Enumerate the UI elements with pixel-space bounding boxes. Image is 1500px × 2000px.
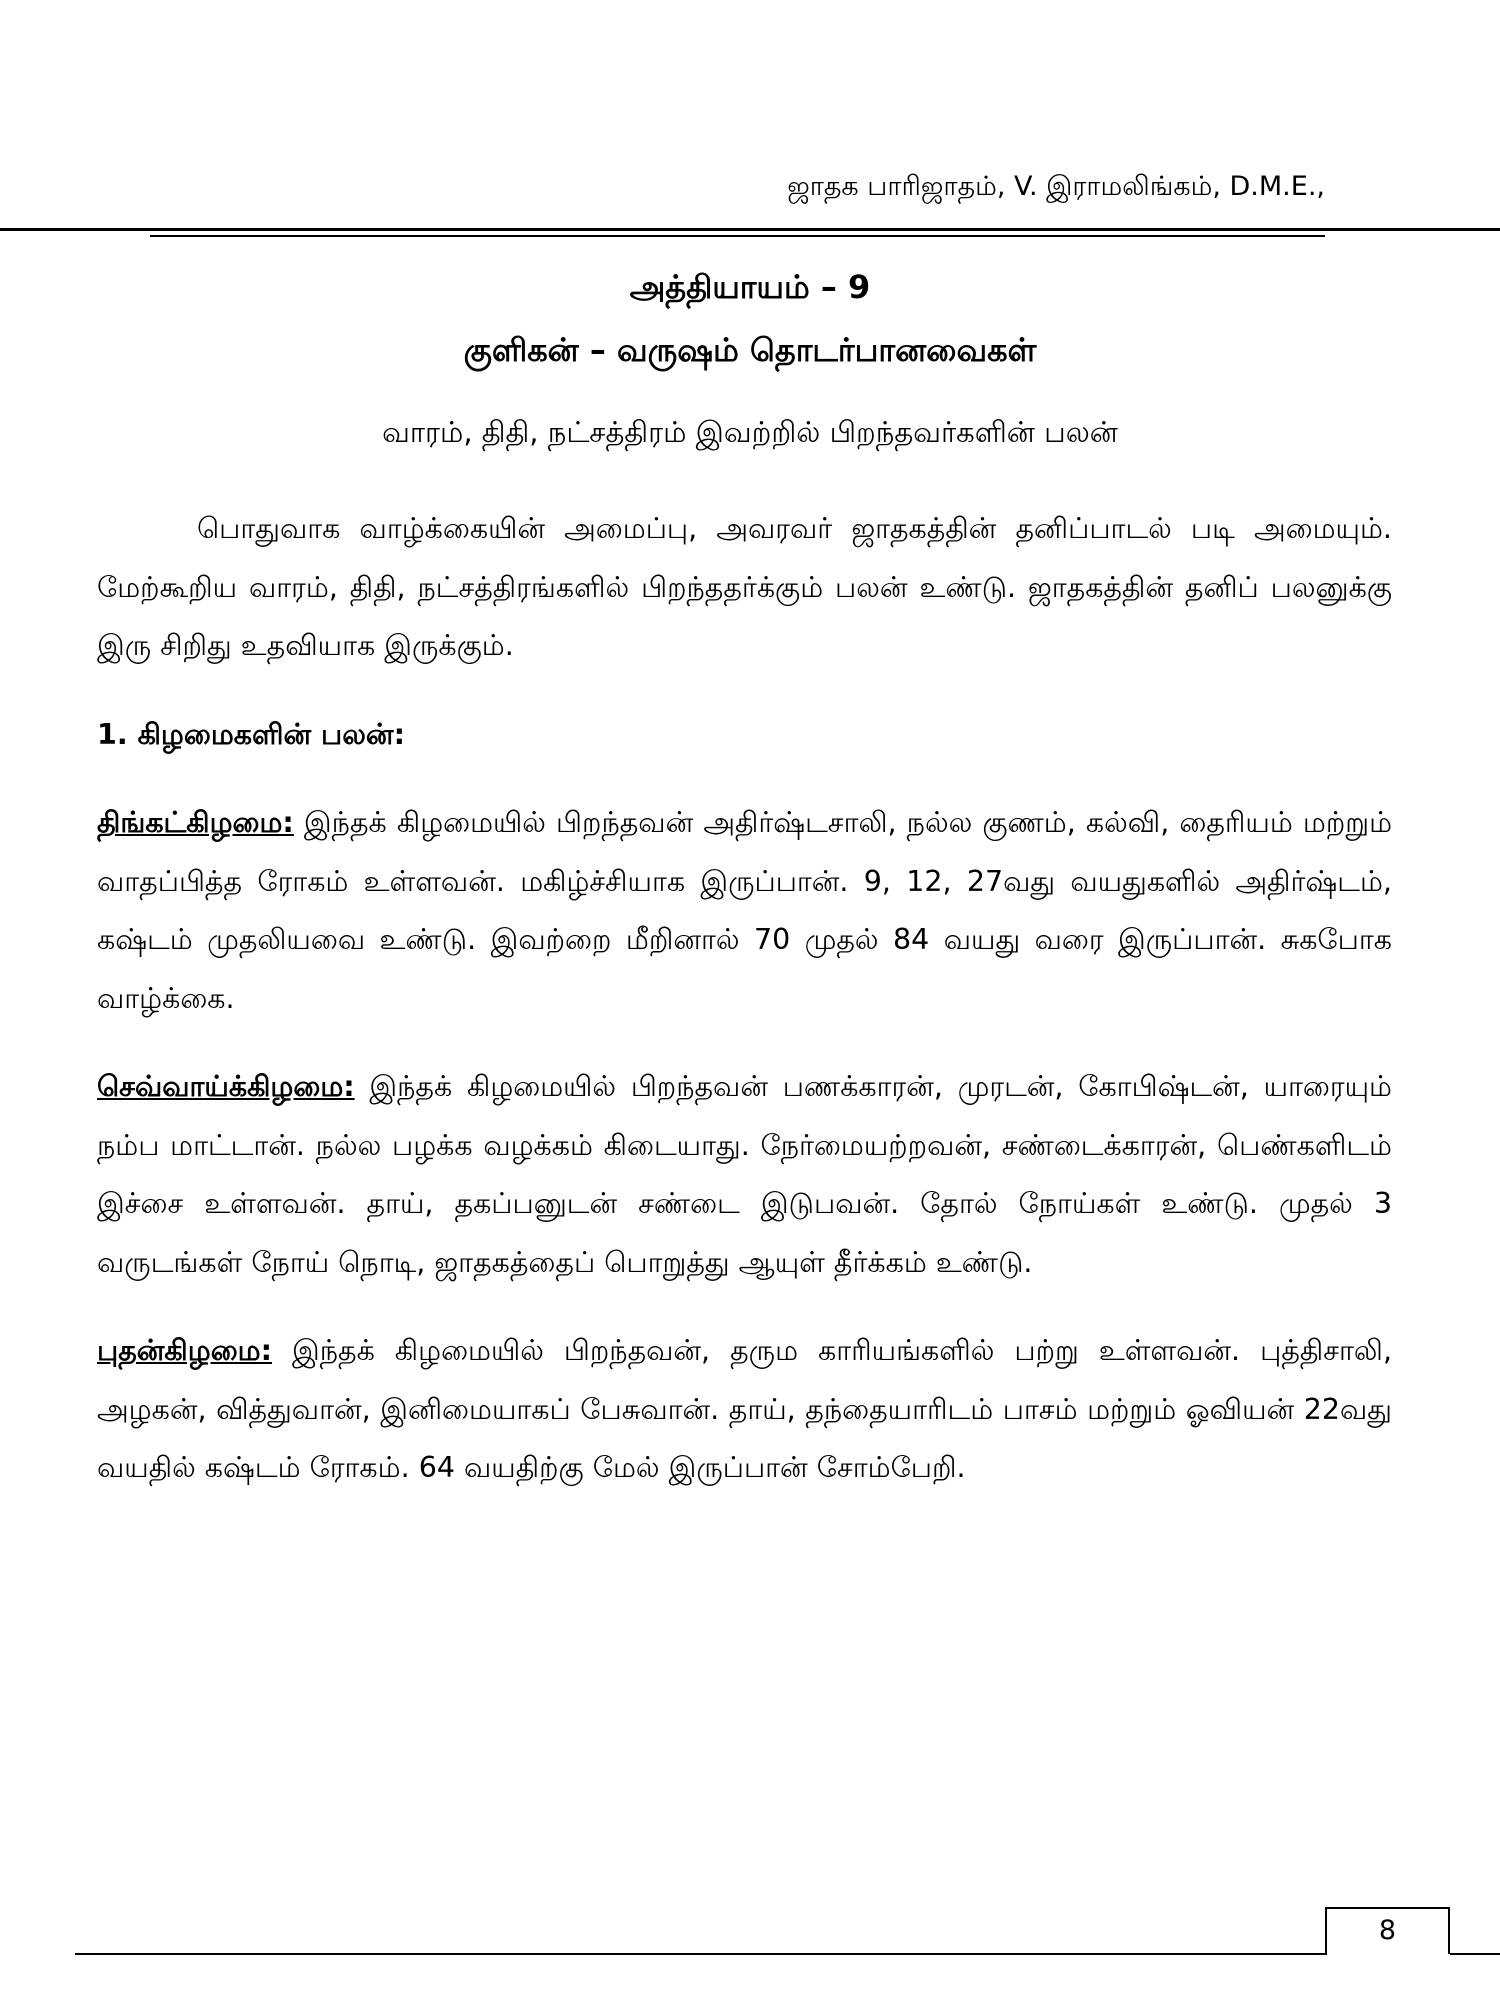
entry-tuesday bbox=[97, 1058, 1392, 1292]
footer-rule-left bbox=[75, 1953, 1327, 1955]
entry-monday bbox=[97, 794, 1392, 1028]
chapter-number: அத்தியாயம் – 9 bbox=[629, 268, 871, 306]
entry-text: இந்தக் கிழமையில் பிறந்தவன் அதிர்ஷ்டசாலி, நல்ல குணம், கல்வி, தைரியம் மற்றும் வாதப்பித்த ரோகம் உள்ளவன். மகிழ்ச்சியாக இருப்பான். 9, 12, 27வது வயதுகளில் அதிர்ஷ்டம், கஷ்டம் முதலியவை உண்டு. இவற்றை மீறினால் 70 முதல் 84 வயது வரை இருப்பான். சுகபோக வாழ்க்கை. bbox=[97, 806, 1392, 1015]
running-header: ஜாதக பாரிஜாதம், V. இராமலிங்கம், D.M.E., bbox=[787, 171, 1325, 202]
page-number: 8 bbox=[1378, 1915, 1397, 1946]
entry-text: இந்தக் கிழமையில் பிறந்தவன் பணக்காரன், முரடன், கோபிஷ்டன், யாரையும் நம்ப மாட்டான். நல்ல பழக்க வழக்கம் கிடையாது. நேர்மையற்றவன், சண்டைக்காரன், பெண்களிடம் இச்சை உள்ளவன். தாய், தகப்பனுடன் சண்டை இடுபவன். தோல் நோய்கள் உண்டு. முதல் 3 வருடங்கள் நோய் நொடி, ஜாதகத்தைப் பொறுத்து ஆயுள் தீர்க்கம் உண்டு. bbox=[97, 1070, 1392, 1279]
footer-rule-right bbox=[1450, 1953, 1500, 1955]
body-content bbox=[97, 500, 1392, 1498]
intro-paragraph: பொதுவாக வாழ்க்கையின் அமைப்பு, அவரவர் ஜாதகத்தின் தனிப்பாடல் படி அமையும். மேற்கூறிய வாரம், திதி, நட்சத்திரங்களில் பிறந்ததர்க்கும் பலன் உண்டு. ஜாதகத்தின் தனிப் பலனுக்கு இரு சிறிது உதவியாக இருக்கும். bbox=[97, 512, 1392, 662]
entry-term: செவ்வாய்க்கிழமை: bbox=[97, 1070, 355, 1103]
entry-wednesday bbox=[97, 1322, 1392, 1498]
entry-term: புதன்கிழமை: bbox=[97, 1334, 272, 1367]
page-number-box bbox=[1325, 1907, 1450, 1954]
section-heading: 1. கிழமைகளின் பலன்: bbox=[97, 717, 405, 751]
header-rule bbox=[0, 228, 1500, 231]
subtitle: வாரம், திதி, நட்சத்திரம் இவற்றில் பிறந்தவர்களின் பலன் bbox=[382, 415, 1118, 449]
entry-text: இந்தக் கிழமையில் பிறந்தவன், தரும காரியங்களில் பற்று உள்ளவன். புத்திசாலி, அழகன், வித்துவான், இனிமையாகப் பேசுவான். தாய், தந்தையாரிடம் பாசம் மற்றும் ஓவியன் 22வது வயதில் கஷ்டம் ரோகம். 64 வயதிற்கு மேல் இருப்பான் சோம்பேறி. bbox=[97, 1334, 1392, 1484]
entry-term: திங்கட்கிழமை: bbox=[97, 806, 294, 839]
header-subrule bbox=[150, 235, 1325, 237]
chapter-title: குளிகன் – வருஷம் தொடர்பானவைகள் bbox=[463, 331, 1037, 369]
